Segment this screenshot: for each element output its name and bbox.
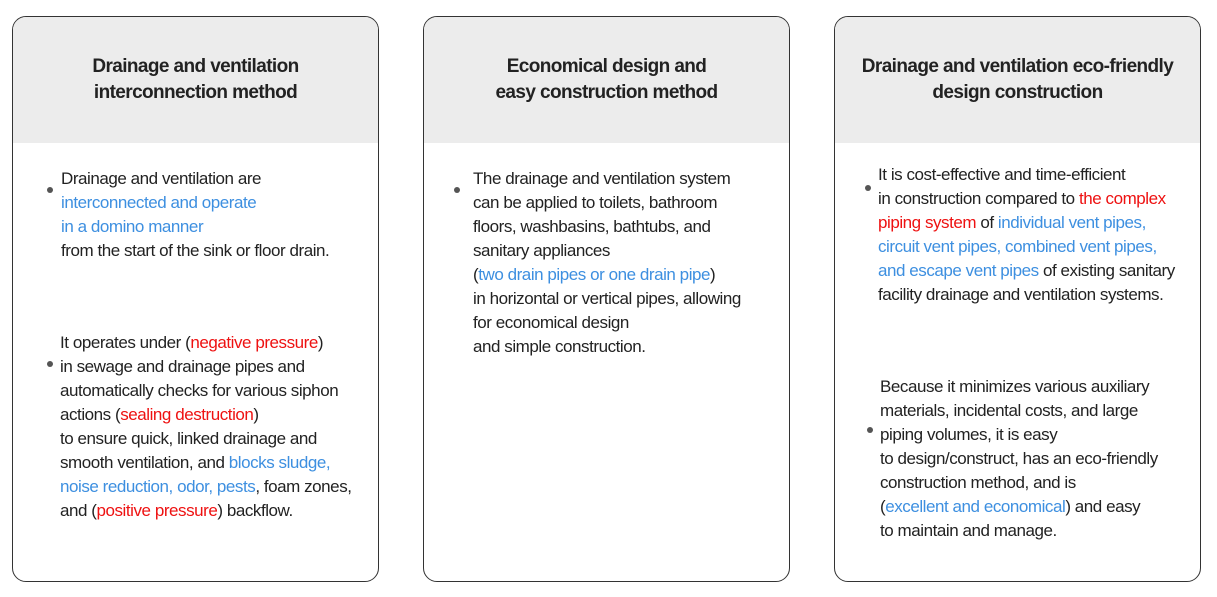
paragraph-text: ) in horizontal or vertical pipes, allowing for economical design and simple construction. xyxy=(473,265,741,356)
paragraph-text: ) backflow. xyxy=(217,501,293,520)
paragraph-text: ) in sewage and drainage pipes and automatically checks for various siphon actions ( xyxy=(60,333,339,424)
paragraph-text: , foam zones, and ( xyxy=(60,477,352,520)
card-paragraph xyxy=(61,167,371,263)
paragraph-text: from the start of the sink or floor drain. xyxy=(61,241,330,260)
highlighted-text: the complex piping system xyxy=(878,189,1166,232)
highlighted-text: negative pressure xyxy=(190,333,318,352)
highlighted-text: positive pressure xyxy=(96,501,218,520)
bullet-dot-icon xyxy=(867,427,873,433)
paragraph-text: It is cost-effective and time-efficient in construction compared to xyxy=(878,165,1126,208)
card-title: Drainage and ventilation interconnection method xyxy=(92,56,299,103)
paragraph-text: Because it minimizes various auxiliary materials, incidental costs, and large piping volumes, it is easy to design/construct, has an eco-friendly construction method, and is ( xyxy=(880,377,1158,516)
bullet-dot-icon xyxy=(865,185,871,191)
paragraph-text: It operates under ( xyxy=(60,333,191,352)
card-header xyxy=(835,17,1200,143)
card-economical-design xyxy=(423,16,790,582)
card-interconnection-method xyxy=(12,16,379,582)
card-body xyxy=(424,143,789,582)
card-header xyxy=(13,17,378,143)
bullet-dot-icon xyxy=(454,187,460,193)
card-paragraph xyxy=(878,163,1198,307)
card-paragraph xyxy=(60,331,378,523)
card-body xyxy=(13,143,378,582)
card-body xyxy=(835,143,1200,582)
paragraph-text: of xyxy=(976,213,998,232)
bullet-dot-icon xyxy=(47,361,53,367)
highlighted-text: interconnected and operate in a domino manner xyxy=(61,193,257,236)
highlighted-text: sealing destruction xyxy=(120,405,254,424)
paragraph-text: Drainage and ventilation are xyxy=(61,169,262,188)
card-eco-friendly-design xyxy=(834,16,1201,582)
card-paragraph xyxy=(880,375,1200,543)
card-header xyxy=(424,17,789,143)
paragraph-text: of existing sanitary facility drainage and ventilation systems. xyxy=(878,261,1175,304)
card-title: Economical design and easy construction method xyxy=(495,56,718,103)
highlighted-text: two drain pipes or one drain pipe xyxy=(478,265,711,284)
card-paragraph xyxy=(473,167,783,359)
card-title: Drainage and ventilation eco-friendly design construction xyxy=(861,56,1174,103)
paragraph-text: The drainage and ventilation system can be applied to toilets, bathroom floors, washbasins, bathtubs, and sanitary appliances ( xyxy=(473,169,731,284)
highlighted-text: individual vent pipes, circuit vent pipes, combined vent pipes, and escape vent pipes xyxy=(878,213,1157,280)
paragraph-text: ) and easy to maintain and manage. xyxy=(880,497,1141,540)
paragraph-text: ) to ensure quick, linked drainage and smooth ventilation, and xyxy=(60,405,317,472)
highlighted-text: blocks sludge, noise reduction, odor, pests xyxy=(60,453,331,496)
highlighted-text: excellent and economical xyxy=(885,497,1066,516)
bullet-dot-icon xyxy=(47,187,53,193)
